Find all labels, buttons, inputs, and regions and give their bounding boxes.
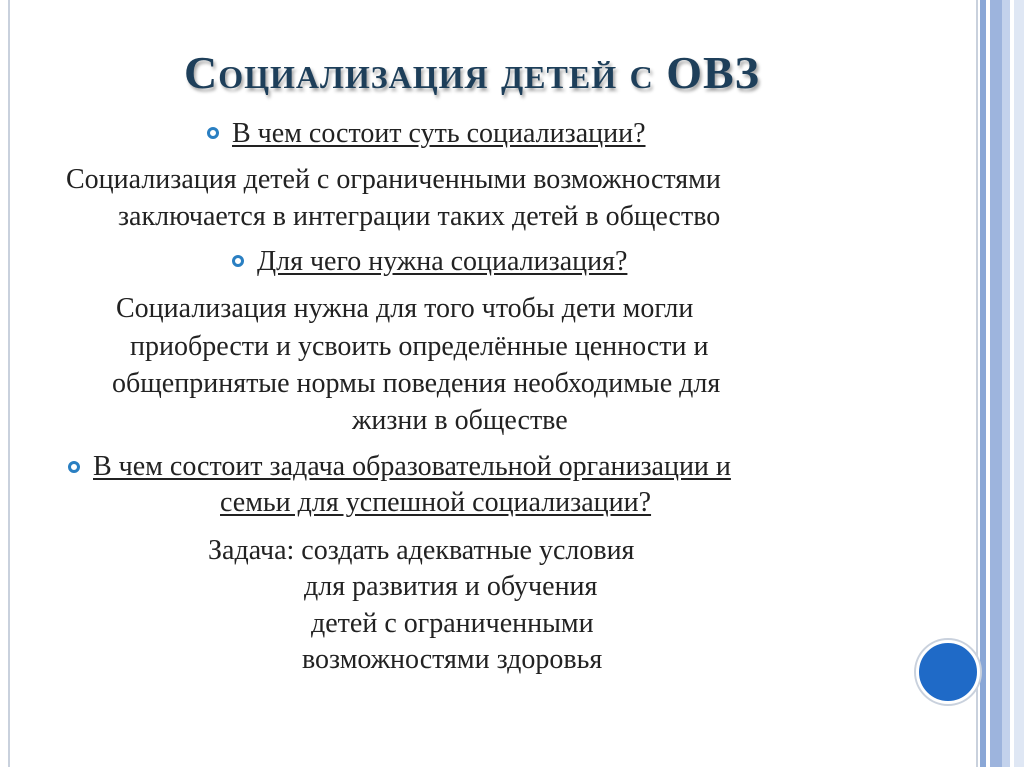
question-3-line-1: В чем состоит задача образовательной организации и [93,451,731,482]
decorative-circle [916,640,980,704]
answer-2-line-4: жизни в обществе [352,405,568,436]
bullet-icon [207,127,219,139]
answer-3-line-4: возможностями здоровья [302,644,603,675]
answer-2-line-2: приобрести и усвоить определённые ценности и [130,331,709,362]
stripe [1014,0,1024,767]
question-2: Для чего нужна социализация? [257,246,628,277]
answer-3-line-1: Задача: создать адекватные условия [208,535,635,566]
answer-2-line-3: общепринятые нормы поведения необходимые для [112,368,721,399]
bullet-icon [232,255,244,267]
answer-1-line-1: Социализация детей с ограниченными возможностями [66,164,721,195]
slide-title: Социализация детей с ОВЗ [184,47,760,98]
question-1: В чем состоит суть социализации? [232,118,646,149]
answer-1-line-2: заключается в интеграции таких детей в общество [118,201,721,232]
answer-2-line-1: Социализация нужна для того чтобы дети могли [116,293,694,324]
answer-3-line-3: детей с ограниченными [311,608,594,639]
answer-3-line-2: для развития и обучения [304,571,598,602]
stripe [990,0,1002,767]
bullet-icon [68,461,80,473]
stripe [1002,0,1010,767]
question-3-line-2: семьи для успешной социализации? [220,487,652,518]
decorative-stripes [980,0,1024,767]
